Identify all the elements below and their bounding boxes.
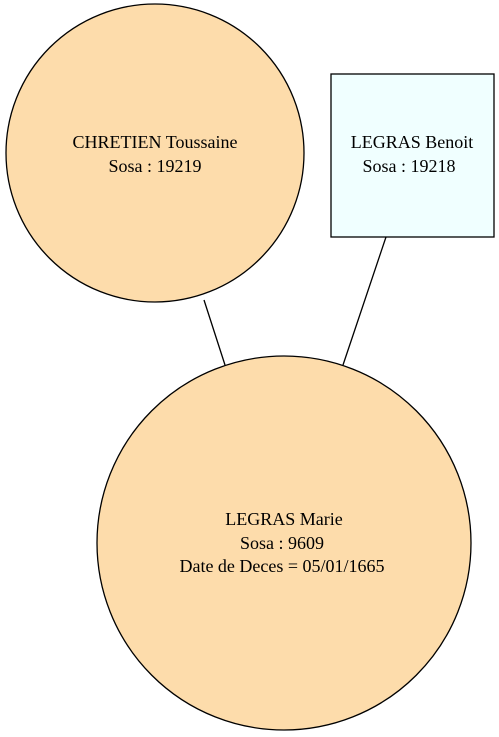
node-child[interactable] (97, 356, 471, 730)
node-mother-circle (6, 4, 304, 302)
node-child-sosa: Sosa : 9609 (239, 533, 325, 553)
node-father[interactable] (331, 74, 494, 237)
node-mother-name: CHRETIEN Toussaine (72, 132, 238, 152)
node-child-name: LEGRAS Marie (225, 509, 343, 529)
node-mother[interactable] (6, 4, 304, 302)
node-child-death-date: Date de Deces = 05/01/1665 (179, 556, 385, 576)
node-father-sosa: Sosa : 19218 (362, 156, 456, 176)
node-mother-sosa: Sosa : 19219 (108, 156, 202, 176)
node-father-name: LEGRAS Benoit (350, 132, 474, 152)
